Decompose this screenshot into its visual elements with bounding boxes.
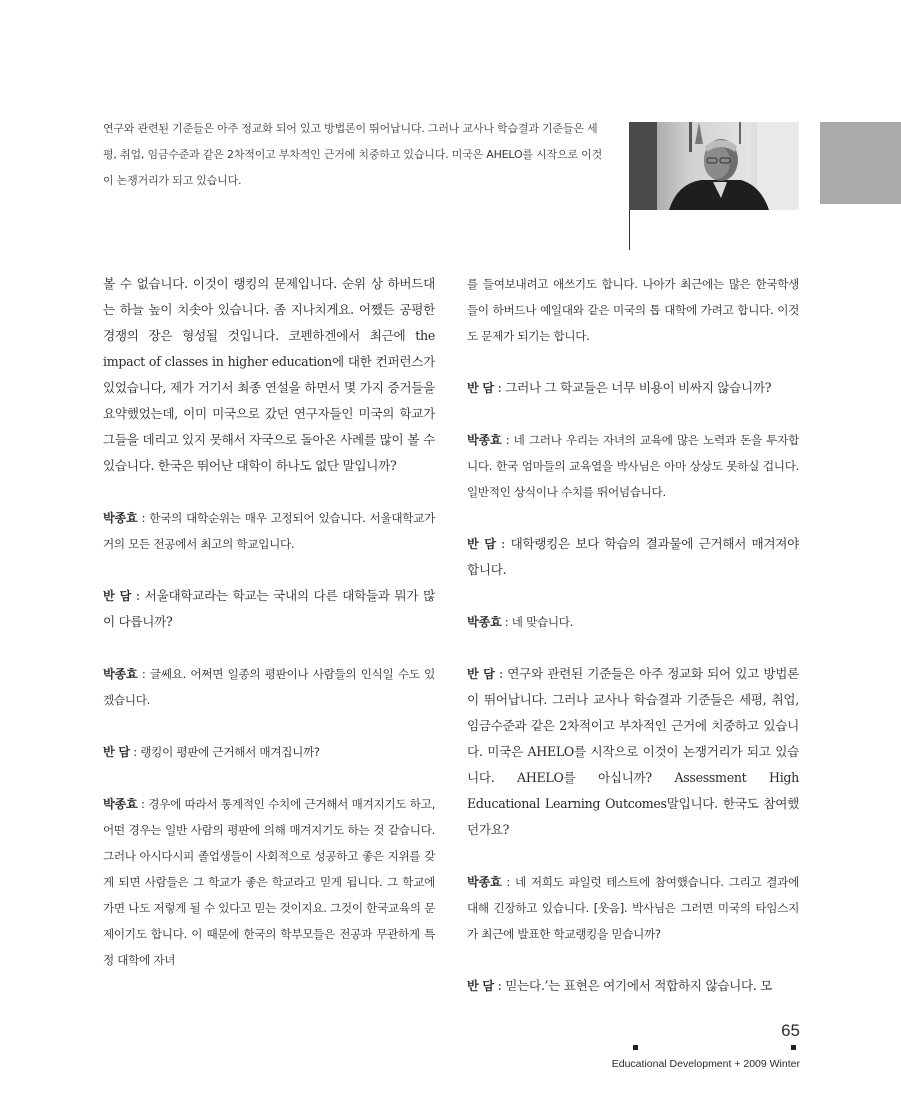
paragraph [467, 375, 799, 401]
paragraph [467, 973, 799, 999]
paragraph [103, 271, 435, 479]
paragraph-text: : 글쎄요. 어쩌면 일종의 평판이나 사람들의 인식일 수도 있겠습니다. [103, 667, 435, 707]
paragraph [467, 661, 799, 843]
speaker-label: 반 담 [467, 381, 494, 395]
pull-quote: 연구와 관련된 기준들은 아주 정교화 되어 있고 방법론이 뛰어납니다. 그러나 교사나 학습결과 기준들은 세평, 취업, 임금수준과 같은 2차적이고 부차적인 근거에 치중하고 있습니다. 미국은 AHELO를 시작으로 이것이 논쟁거리가 되고 있습니다. [103, 122, 602, 187]
paragraph-text: : 그러나 그 학교들은 너무 비용이 비싸지 않습니까? [493, 380, 772, 395]
speaker-label: 반 담 [103, 589, 132, 603]
speaker-label: 박종효 [467, 875, 502, 889]
speaker-label: 박종효 [103, 797, 138, 811]
paragraph [467, 531, 799, 583]
paragraph-text: : 네 저희도 파일럿 테스트에 참여했습니다. 그리고 결과에 대해 긴장하고 있습니다. [웃음]. 박사님은 그러면 미국의 타임스지가 최근에 발표한 학교랭킹을 믿습니까? [467, 875, 799, 941]
paragraph-text: : 랭킹이 평판에 근거해서 매겨집니까? [129, 745, 320, 759]
speaker-label: 박종효 [467, 615, 502, 629]
paragraph-text: 를 들여보내려고 애쓰기도 합니다. 나아가 최근에는 많은 한국학생들이 하버드나 예일대와 같은 미국의 톱 대학에 가려고 합니다. 이것도 문제가 되기는 합니다. [467, 277, 799, 343]
paragraph [103, 661, 435, 713]
publication-footer: Educational Development + 2009 Winter [611, 1058, 800, 1070]
speaker-label: 반 담 [467, 537, 496, 551]
photo-caption-rule [629, 210, 630, 250]
paragraph-text: : 한국의 대학순위는 매우 고정되어 있습니다. 서울대학교가 거의 모든 전공에서 최고의 학교입니다. [103, 511, 435, 551]
right-column [467, 271, 799, 999]
speaker-label: 반 담 [103, 745, 130, 759]
paragraph-text: 볼 수 없습니다. 이것이 랭킹의 문제입니다. 순위 상 하버드대는 하늘 높이 치솟아 있습니다. 좀 지나치게요. 어쨌든 공평한 경쟁의 장은 형성될 것입니다. 코펜하겐에서 최근에 the impact of classes in higher education에 대한 컨퍼런스가 있었습니다, 제가 거기서 최종 연설을 하면서 몇 가지 증거들을 요약했었는데, 이미 미국으로 갔던 연구자들인 미국의 학교가 그들을 데리고 있지 못해서 자국으로 돌아온 사례를 많이 볼 수 있습니다. 한국은 뛰어난 대학이 하나도 없단 말입니까? [103, 276, 435, 473]
left-column [103, 271, 435, 973]
paragraph [467, 427, 799, 505]
speaker-label: 박종효 [103, 667, 138, 681]
paragraph-text: : 네 그러나 우리는 자녀의 교육에 많은 노력과 돈을 투자합니다. 한국 엄마들의 교육열을 박사님은 아마 상상도 못하실 겁니다. 일반적인 상식이나 수치를 뛰어넘습니다. [467, 433, 799, 499]
footer-square-icon [633, 1045, 638, 1050]
paragraph [467, 869, 799, 947]
speaker-label: 반 담 [467, 667, 495, 681]
paragraph-text: : 경우에 따라서 통계적인 수치에 근거해서 매겨지기도 하고, 어떤 경우는 일반 사람의 평판에 의해 매겨지기도 하는 것 같습니다. 그러나 아시다시피 졸업생들이 사회적으로 성공하고 좋은 지위를 갖게 되면 사람들은 그 학교가 좋은 학교라고 믿게 됩니다. 그 학교에 가면 나도 저렇게 될 수 있다고 믿는 것이지요. 그것이 한국교육의 문제이기도 합니다. 이 때문에 한국의 학부모들은 전공과 무관하게 특정 대학에 자녀 [103, 797, 435, 967]
paragraph-text: : 대학랭킹은 보다 학습의 결과물에 근거해서 매겨져야 합니다. [467, 536, 799, 577]
speaker-label: 반 담 [467, 979, 494, 993]
paragraph [103, 791, 435, 973]
speaker-label: 박종효 [467, 433, 502, 447]
paragraph-text: : 믿는다.’는 표현은 여기에서 적합하지 않습니다. 모 [493, 978, 773, 993]
paragraph [103, 739, 435, 765]
paragraph-text: : 네 맞습니다. [501, 615, 574, 629]
paragraph-text: : 서울대학교라는 학교는 국내의 다른 대학들과 뭐가 많이 다릅니까? [103, 588, 435, 629]
footer-square-icon [791, 1045, 796, 1050]
speaker-label: 박종효 [103, 511, 138, 525]
section-tab [820, 122, 901, 204]
paragraph [467, 271, 799, 349]
interviewee-photo [629, 122, 799, 210]
paragraph [103, 505, 435, 557]
paragraph-text: : 연구와 관련된 기준들은 아주 정교화 되어 있고 방법론이 뛰어납니다. 그러나 교사나 학습결과 기준들은 세평, 취업, 임금수준과 같은 2차적이고 부차적인 근거에 치중하고 있습니다. 미국은 AHELO를 시작으로 이것이 논쟁거리가 되고 있습니다. AHELO를 아십니까? Assessment High Educational Learning Outcomes말입니다. 한국도 참여했던가요? [467, 666, 799, 837]
paragraph [103, 583, 435, 635]
page-number: 65 [781, 1021, 800, 1040]
paragraph [467, 609, 799, 635]
